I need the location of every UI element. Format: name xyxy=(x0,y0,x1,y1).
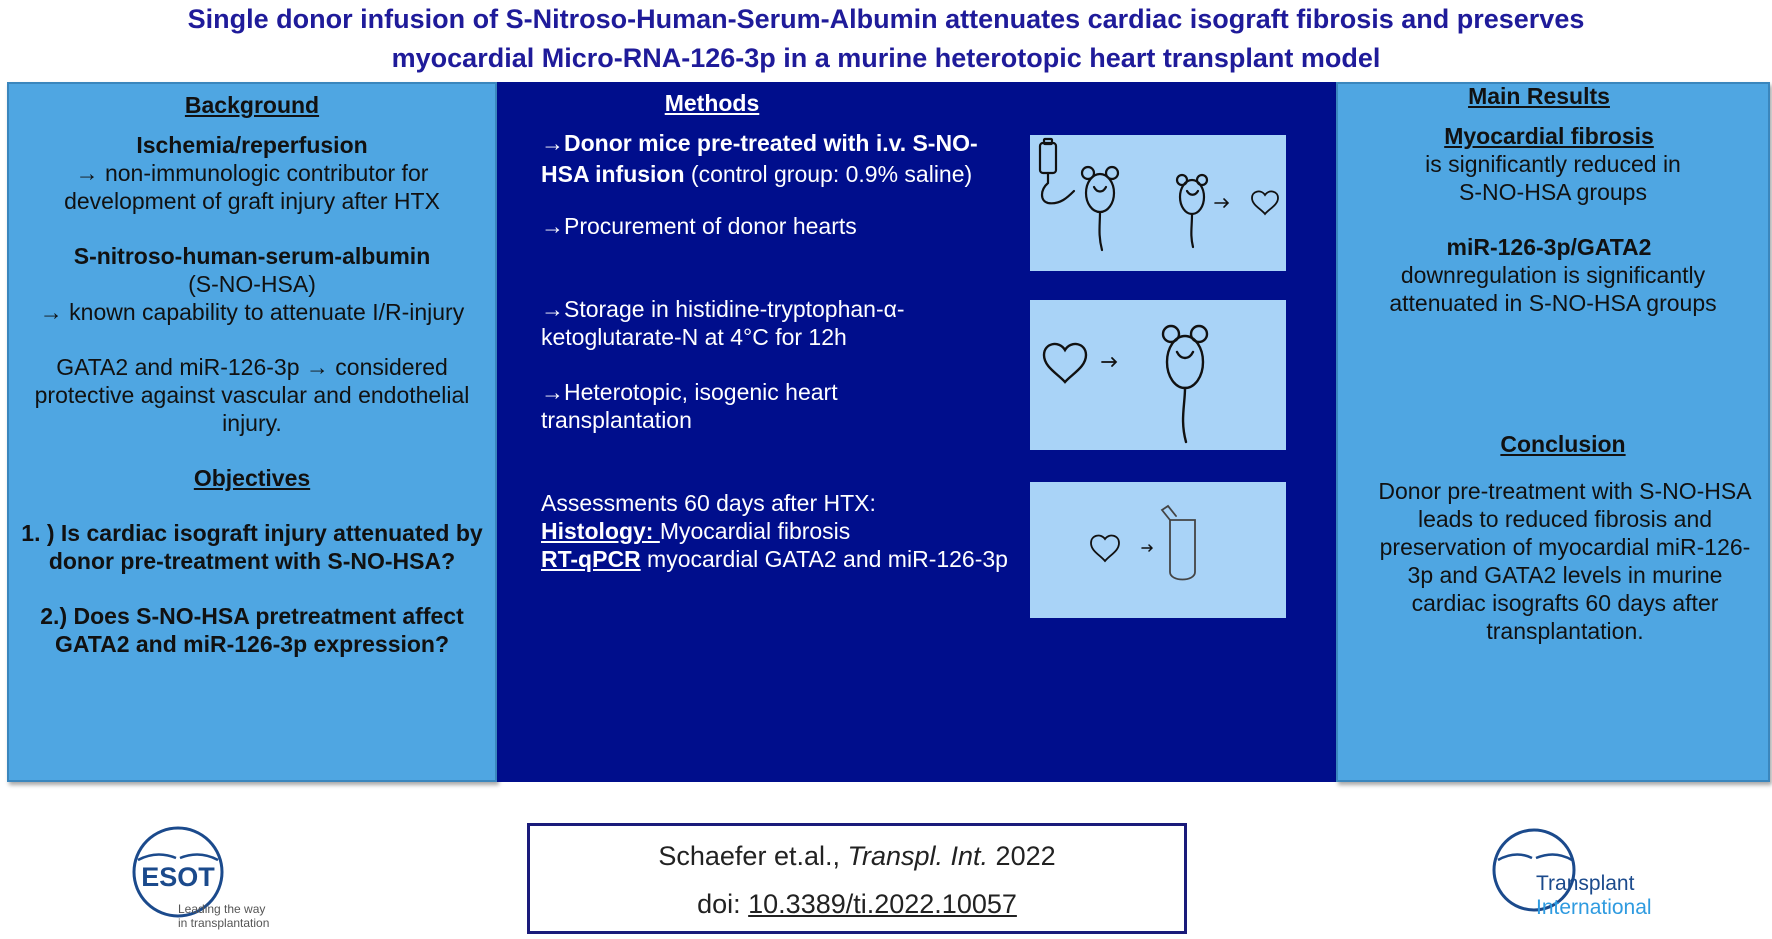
objective-2-line-2: GATA2 and miR-126-3p expression? xyxy=(54,631,450,657)
esot-logo xyxy=(128,824,288,934)
heart-icon xyxy=(1044,344,1086,382)
objective-1-line-2: donor pre-treatment with S-NO-HSA? xyxy=(48,548,456,574)
heart-icon xyxy=(1252,191,1278,214)
mir-line-1: downregulation is significantly xyxy=(1400,262,1706,288)
esot-tagline-2: in transplantation xyxy=(178,916,270,930)
heart-icon xyxy=(1091,536,1119,561)
arrow-icon xyxy=(1102,358,1116,366)
esot-tagline-1: Leading the way xyxy=(178,902,266,916)
conclusion-line-4: 3p and GATA2 levels in murine xyxy=(1407,562,1723,588)
illustration-assessment xyxy=(1030,482,1286,618)
histology-text: Myocardial fibrosis xyxy=(659,518,851,544)
doi-link[interactable]: 10.3389/ti.2022.10057 xyxy=(748,889,1017,919)
assessment-rtqpcr xyxy=(541,544,1041,575)
citation-box xyxy=(527,823,1187,934)
mouse-icon xyxy=(1082,167,1118,250)
background-objectives-panel xyxy=(7,82,497,782)
mir-line-2: attenuated in S-NO-HSA groups xyxy=(1389,290,1717,316)
fibrosis-title: Myocardial fibrosis xyxy=(1444,123,1654,149)
methods-heading: Methods xyxy=(664,90,760,116)
objectives-heading: Objectives xyxy=(193,465,311,491)
assessments-heading: Assessments 60 days after HTX: xyxy=(541,490,876,516)
method-step-3-b: ketoglutarate-N at 4°C for 12h xyxy=(541,324,847,350)
method-step-2: →Procurement of donor hearts xyxy=(541,213,857,239)
conclusion-line-5: cardiac isografts 60 days after xyxy=(1411,590,1719,616)
gata-line-2: protective against vascular and endothelial xyxy=(34,382,470,408)
fibrosis-line-2: S-NO-HSA groups xyxy=(1459,179,1647,205)
mir-title: miR-126-3p/GATA2 xyxy=(1446,234,1652,260)
snohsa-title: S-nitroso-human-serum-albumin xyxy=(73,243,431,269)
method-step-1-bold-b: HSA infusion xyxy=(541,161,685,187)
esot-tagline xyxy=(178,902,269,930)
ti-name xyxy=(1536,872,1652,920)
conclusion-heading: Conclusion xyxy=(1500,431,1626,457)
transplant-international-logo xyxy=(1488,822,1688,932)
iv-bag-icon xyxy=(1040,143,1056,173)
citation-author: Schaefer et.al., xyxy=(658,841,848,871)
conclusion-line-1: Donor pre-treatment with S-NO-HSA xyxy=(1378,478,1752,504)
snohsa-abbr: (S-NO-HSA) xyxy=(188,271,316,297)
gata-line-1: GATA2 and miR-126-3p → considered xyxy=(56,354,448,380)
assessment-drawing xyxy=(1030,482,1286,618)
objective-1-line-1: 1. ) Is cardiac isograft injury attenuated by xyxy=(21,520,483,546)
doi-label: doi: xyxy=(697,889,749,919)
rtqpcr-text: myocardial GATA2 and miR-126-3p xyxy=(640,546,1008,572)
assessment-histology xyxy=(541,516,1001,547)
ir-line-1: → non-immunologic contributor for xyxy=(75,160,429,186)
citation-line xyxy=(530,832,1184,880)
arrow-icon xyxy=(1142,545,1152,551)
conclusion-line-2: leads to reduced fibrosis and xyxy=(1417,506,1713,532)
arrow-icon xyxy=(1215,199,1228,207)
title-line-1: Single donor infusion of S-Nitroso-Human-Serum-Albumin attenuates cardiac isograft fibrosis and preserves xyxy=(187,4,1585,34)
method-step-1-bold-a: →Donor mice pre-treated with i.v. S-NO- xyxy=(541,130,978,156)
main-results-heading: Main Results xyxy=(1468,83,1610,109)
rtqpcr-label: RT-qPCR xyxy=(541,546,641,572)
methods-panel xyxy=(497,82,1336,782)
citation-journal: Transpl. Int. xyxy=(847,841,989,871)
recipient-mouse-icon xyxy=(1163,326,1207,442)
ir-line-2: development of graft injury after HTX xyxy=(64,188,440,214)
objective-2-line-1: 2.) Does S-NO-HSA pretreatment affect xyxy=(40,603,464,629)
infusion-procurement-drawing xyxy=(1030,135,1286,271)
snohsa-line: → known capability to attenuate I/R-injury xyxy=(39,299,465,325)
method-step-1-rest: (control group: 0.9% saline) xyxy=(684,161,973,187)
method-step-1 xyxy=(541,128,1011,190)
conclusion-line-3: preservation of myocardial miR-126- xyxy=(1379,534,1751,560)
esot-name: ESOT xyxy=(141,862,215,892)
illustration-transplantation xyxy=(1030,300,1286,450)
sample-tube-icon xyxy=(1162,506,1195,580)
conclusion-line-6: transplantation. xyxy=(1486,618,1644,644)
ti-name-line-2: International xyxy=(1536,896,1652,919)
page-title xyxy=(0,0,1772,78)
doi-line xyxy=(530,880,1184,928)
method-step-4-a: →Heterotopic, isogenic heart xyxy=(541,379,838,405)
ti-name-line-1: Transplant xyxy=(1536,872,1635,895)
method-step-4-b: transplantation xyxy=(541,407,692,433)
background-heading: Background xyxy=(184,92,320,118)
fibrosis-line-1: is significantly reduced in xyxy=(1425,151,1681,177)
ir-title: Ischemia/reperfusion xyxy=(136,132,368,158)
histology-label: Histology: xyxy=(541,518,660,544)
citation-year: 2022 xyxy=(988,841,1056,871)
gata-line-3: injury. xyxy=(222,410,282,436)
transplantation-drawing xyxy=(1030,300,1286,450)
results-conclusion-panel xyxy=(1336,82,1770,782)
method-step-3-a: →Storage in histidine-tryptophan-α- xyxy=(541,296,905,322)
mouse-icon xyxy=(1177,175,1207,247)
illustration-infusion-procurement xyxy=(1030,135,1286,271)
title-line-2: myocardial Micro-RNA-126-3p in a murine heterotopic heart transplant model xyxy=(391,43,1381,73)
